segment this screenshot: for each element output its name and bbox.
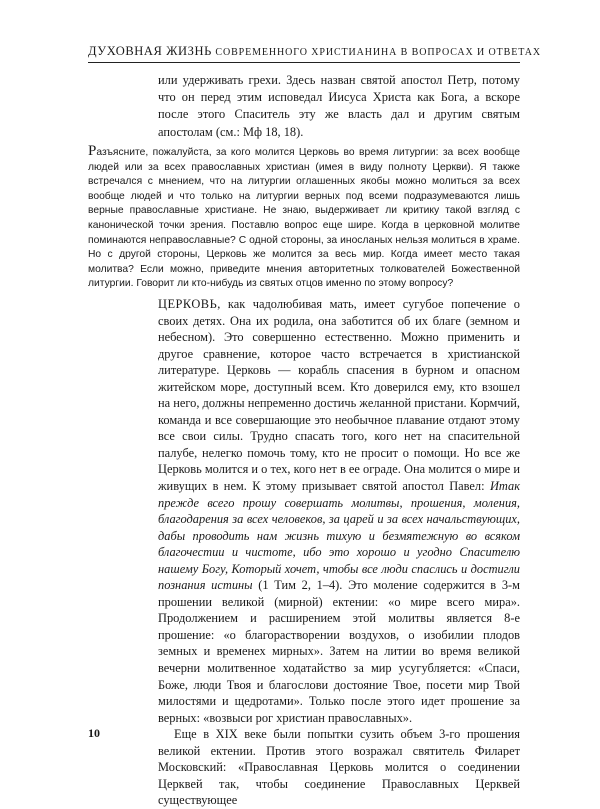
running-header [88,44,541,59]
answer-paragraph-2: Еще в XIX веке были попытки сузить объем 3-го прошения великой ектении. Против этого возражал святитель Филарет Московский: «Православная Церковь молится о соединении Церквей так, чтобы соединение Православных Церквей существующее [158,727,520,808]
answer-paragraph-1 [158,296,520,726]
header-title-sub: СОВРЕМЕННОГО ХРИСТИАНИНА В ВОПРОСАХ И ОТВЕТАХ [215,47,541,58]
header-rule [88,62,520,63]
answer-lead-word: ЦЕРКОВЬ [158,297,218,311]
page-number: 10 [88,726,100,740]
answer-block [158,296,520,809]
answer-text-2: (1 Тим 2, 1–4). Это моление содержится в 3-м прошении великой (мирной) ектении: «о мире всего мира». Продолжением и расширением этой молитвы является 8-е прошение: «о благорастворении воздухов, о изобилии плодов земных и временех мирных». Затем на литии во время великой вечерни молитвенное ходатайство за мир усугубляется: «Спаси, Боже, люди Твоя и благослови достояние Твое, посети мир Твой милостями и щедротами». Только после этого идет прошение за верных: «возвыси рог христиан православных». [158,578,520,725]
question-block [88,144,520,292]
question-dropcap: Р [88,143,97,159]
previous-answer-continuation: или удерживать грехи. Здесь назван святой апостол Петр, потому что он перед этим исповедал Иисуса Христа как Бога, а вскоре после этого Спаситель эту же власть дал и другим святым апостолам (см.: Мф 18, 18). [158,73,520,139]
header-title-main: ДУХОВНАЯ ЖИЗНЬ [88,44,212,58]
question-text: азъясните, пожалуйста, за кого молится Церковь во время литургии: за всех вообще людей или за всех православных христиан (имея в виду полноту Церкви). Я также встречался с мнением, что на литургии оглашенных якобы можно молиться за всех вообще людей и что только на литургии верных под всеми подразумеваются лишь верные православные христиане. Не знаю, выдерживает ли критику такой взгляд с канонической точки зрения. Поставлю вопрос еще шире. Когда в церковной молитве поминаются неправославные? С одной стороны, за иносланых нельзя молиться в храме. Но с другой стороны, Церковь же молится за весь мир. Когда имеет место такая молитва? Если можно, приведите мнения авторитетных толкователей Божественной литургии. Говорит ли кто-нибудь из святых отцов именно по этому вопросу? [88,147,520,290]
answer-text-1: , как чадолюбивая мать, имеет сугубое попечение о своих детях. Она их родила, она заботится об их благе (земном и небесном). Это совершенно естественно. Можно применить и другое сравнение, которое часто встречается в христианской литературе. Церковь — корабль спасения в бурном и опасном житейском море, доступный всем. Кто доверился ему, кто взошел на него, должны непременно достичь желанной пристани. Кормчий, команда и все совершающие это необычное плавание отдают этому все свои силы. Трудно спасать того, кого нет на спасительной палубе, нелегко помочь тому, кто не просит о помощи. Но все же Церковь молится и о тех, кого нет в ее ограде. Она молится о мире и живущих в нем. К этому призывает святой апостол Павел: [158,297,520,494]
scripture-quote: Итак прежде всего прошу совершать молитвы, прошения, моления, благодарения за всех человеков, за царей и за всех начальствующих, дабы проводить нам жизнь тихую и безмятежную во всяком благочестии и чистоте, ибо это хорошо и угодно Спасителю нашему Богу, Который хочет, чтобы все люди спаслись и достигли познания истины [158,479,520,593]
